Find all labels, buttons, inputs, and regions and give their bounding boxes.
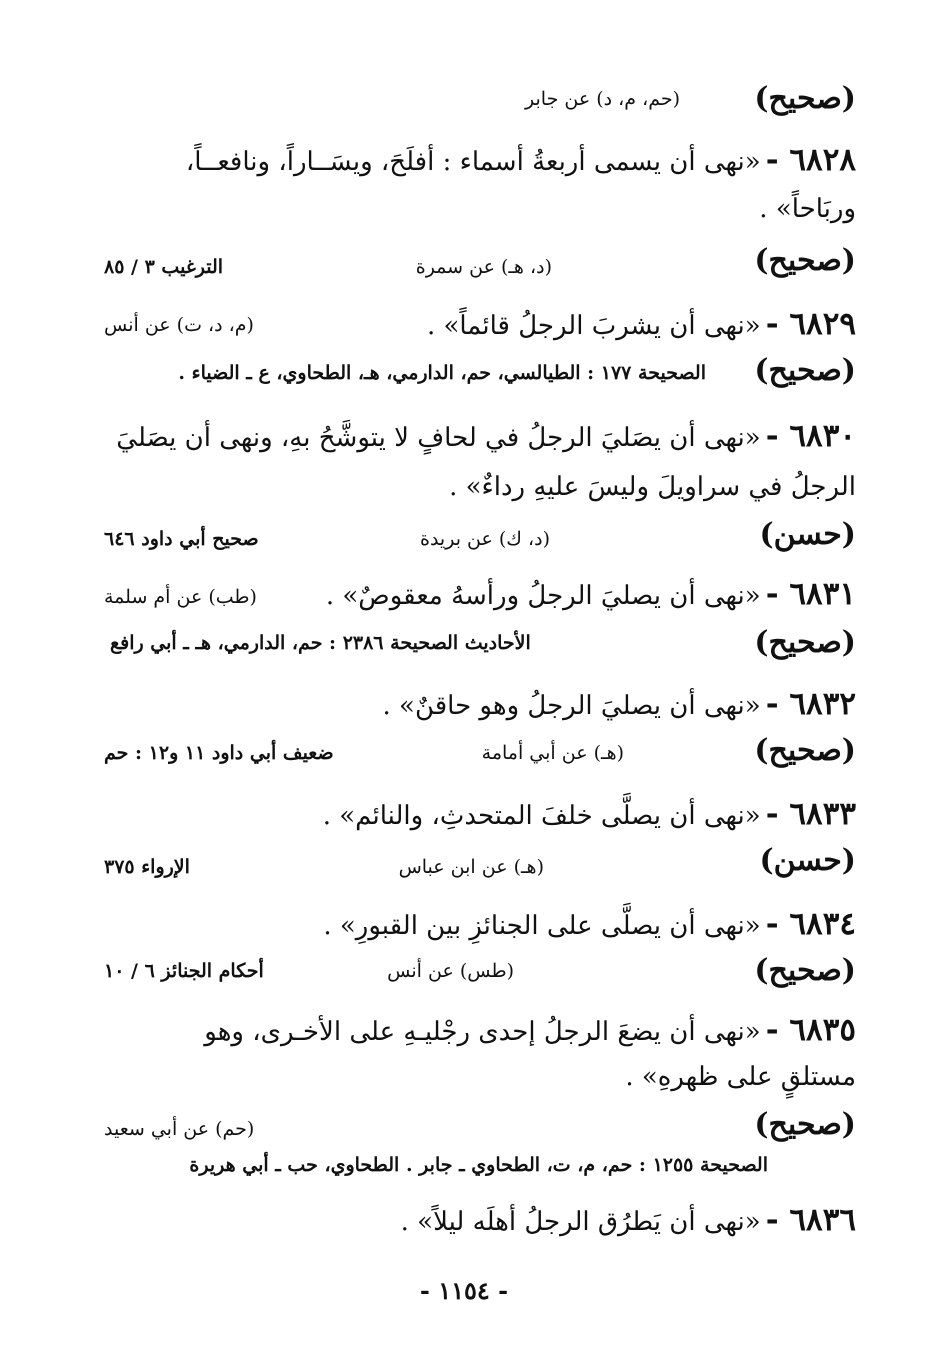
grade-label: (صحيح) <box>754 81 856 116</box>
hadith-text-continued: الرجلُ في سراويلَ وليسَ عليهِ رداءٌ» . <box>449 472 856 502</box>
hadith-text: «نهى أن يَطرُق الرجلُ أهلَه ليلاً» . <box>400 1207 761 1237</box>
hadith-text: «نهى أن يشربَ الرجلُ قائماً» . <box>426 311 761 341</box>
hadith-line <box>100 142 856 178</box>
hadith-line <box>100 796 856 832</box>
hadith-line <box>100 418 856 454</box>
hadith-text-continued: مستلقٍ على ظهرهِ» . <box>625 1062 856 1092</box>
reference-note: صحيح أبي داود ٦٤٦ <box>104 528 259 550</box>
grade-label: (صحيح) <box>754 1107 856 1142</box>
reference-note: الإرواء ٣٧٥ <box>104 856 190 878</box>
hadith-source: (طب) عن أم سلمة <box>104 586 257 608</box>
hadith-line <box>100 1012 856 1048</box>
grade-label: (حسن) <box>759 843 856 878</box>
grade-label: (صحيح) <box>754 733 856 768</box>
hadith-text-continued: وربَاحاً» . <box>759 194 856 224</box>
reference-note: الترغيب ٣ / ٨٥ <box>104 256 224 278</box>
hadith-number: ٦٨٣٥ - <box>765 1012 856 1048</box>
hadith-number: ٦٨٢٨ - <box>765 142 856 178</box>
reference-note: أحكام الجنائز ٦ / ١٠ <box>104 960 264 982</box>
hadith-number: ٦٨٢٩ - <box>765 306 856 342</box>
hadith-source: (حم، م، د) عن جابر <box>525 88 680 110</box>
hadith-source: (طس) عن أنس <box>387 960 514 982</box>
grade-label: (صحيح) <box>754 953 856 988</box>
hadith-source: (م، د، ت) عن أنس <box>104 314 254 336</box>
hadith-source: (د، ك) عن بريدة <box>420 528 550 550</box>
hadith-text: «نهى أن يضعَ الرجلُ إحدى رجْليـهِ على الأخـرى، وهو <box>204 1017 761 1047</box>
hadith-line <box>100 1202 856 1238</box>
grade-label: (حسن) <box>759 517 856 552</box>
grade-label: (صحيح) <box>754 625 856 660</box>
hadith-text: «نهى أن يصليَ الرجلُ وهو حاقنٌ» . <box>382 691 761 721</box>
hadith-text: «نهى أن يصلَّى خلفَ المتحدثِ، والنائم» . <box>322 801 761 831</box>
hadith-number: ٦٨٣٦ - <box>765 1202 856 1238</box>
page-number: - ١١٥٤ - <box>419 1276 509 1305</box>
reference-note: الصحيحة ١٧٧ : الطيالسي، حم، الدارمي، هـ، الطحاوي، ع ـ الضياء . <box>178 362 706 384</box>
hadith-text: «نهى أن يصلَّى على الجنائزِ بين القبورِ» . <box>323 911 761 941</box>
hadith-source: (هـ) عن ابن عباس <box>398 856 544 878</box>
hadith-number: ٦٨٣٠ - <box>765 418 856 454</box>
hadith-text: «نهى أن يصليَ الرجلُ ورأسهُ معقوصٌ» . <box>325 581 761 611</box>
reference-note: الصحيحة ١٢٥٥ : حم، م، ت، الطحاوي ـ جابر . الطحاوي، حب ـ أبي هريرة <box>189 1154 768 1176</box>
hadith-source: (حم) عن أبي سعيد <box>104 1118 255 1140</box>
hadith-number: ٦٨٣٣ - <box>765 796 856 832</box>
grade-label: (صحيح) <box>754 243 856 278</box>
hadith-number: ٦٨٣٤ - <box>765 906 856 942</box>
hadith-line <box>100 686 856 722</box>
hadith-line <box>100 906 856 942</box>
grade-label: (صحيح) <box>754 353 856 388</box>
hadith-source: (د، هـ) عن سمرة <box>415 256 552 278</box>
reference-note: ضعيف أبي داود ١١ و١٢ : حم <box>104 742 334 764</box>
hadith-number: ٦٨٣٢ - <box>765 686 856 722</box>
hadith-text: «نهى أن يسمى أربعةُ أسماء : أفلَحَ، ويسَــاراً، ونافعــاً، <box>185 147 761 177</box>
hadith-number: ٦٨٣١ - <box>765 576 856 612</box>
hadith-source: (هـ) عن أبي أمامة <box>481 742 624 764</box>
reference-note: الأحاديث الصحيحة ٢٣٨٦ : حم، الدارمي، هـ ـ أبي رافع <box>110 632 531 654</box>
hadith-text: «نهى أن يصَليَ الرجلُ في لحافٍ لا يتوشَّحُ بهِ، ونهى أن يصَليَ <box>116 423 761 453</box>
